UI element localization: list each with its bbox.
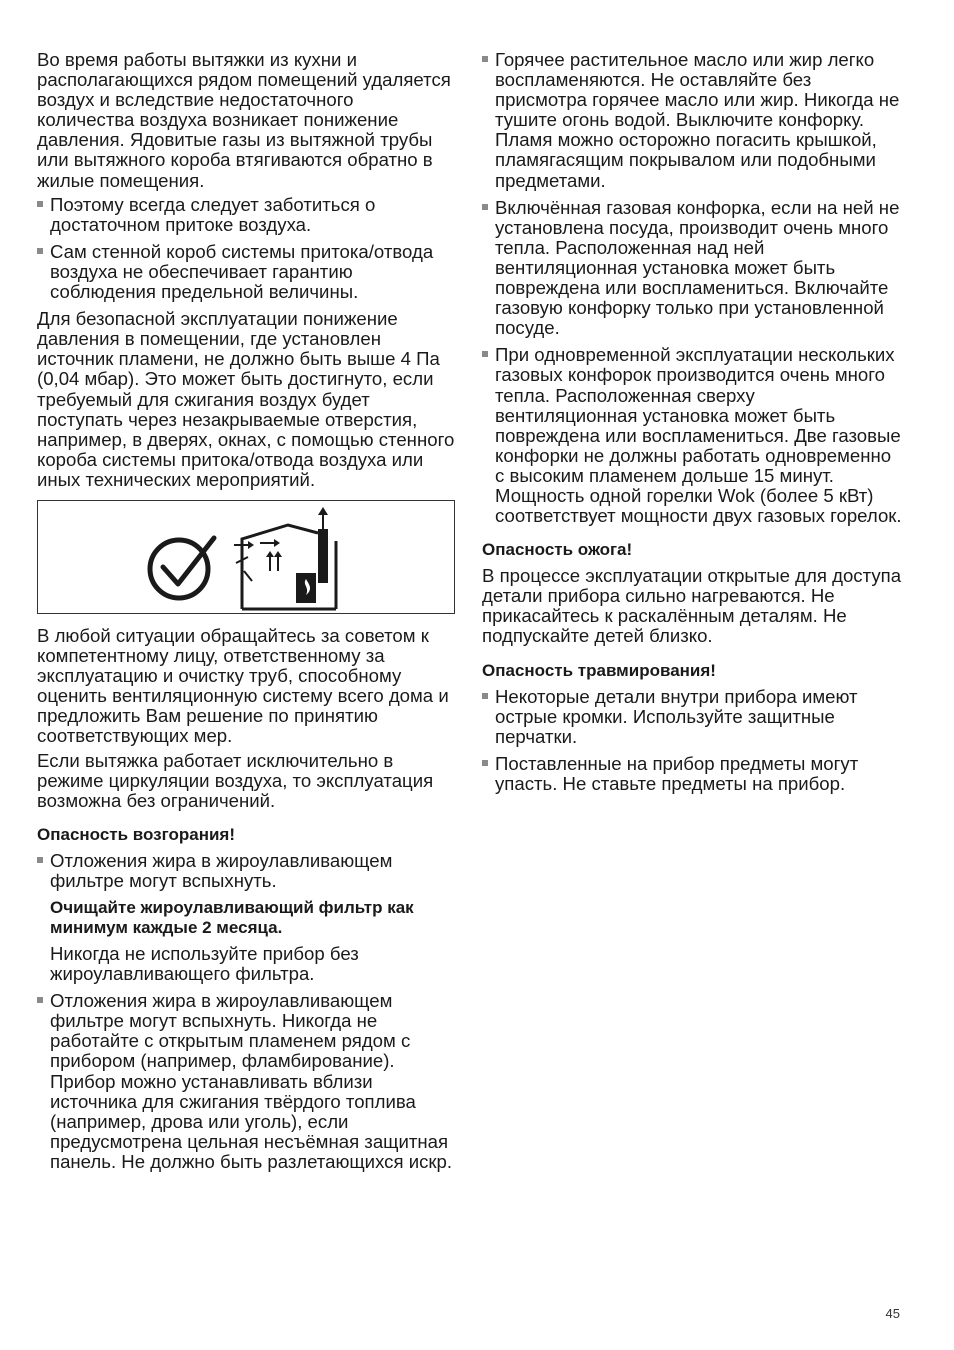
checkmark-circle-icon bbox=[150, 538, 214, 598]
advice-paragraph: В любой ситуации обращайтесь за советом к компетентному лицу, ответственному за эксплуатацию и очистку труб, способному оценить вентиляционную систему всего дома и предложить Вам решение по принятию соответствующих мер. bbox=[37, 624, 449, 747]
page-number: 45 bbox=[885, 1306, 900, 1321]
pressure-paragraph: Для безопасной эксплуатации понижение давления в помещении, где установлен источник пламени, не должно быть выше 4 Па (0,04 мбар). Это может быть достигнуто, если требуемый для сжигания воздух будет поступать через незакрываемые отверстия, например, в дверях, окнах, с помощью стенного короба системы притока/отвода воздуха или иных технических мероприятий. bbox=[37, 308, 455, 490]
list-item: Отложения жира в жироулавливающем фильтре могут вспыхнуть. Никогда не работайте с открытым пламенем рядом с прибором (например, фламбирование). Прибор можно устанавливать вблизи источника для сжигания твёрдого топлива (например, дрова или уголь), если предусмотрена цельная несъёмная защитная панель. Не должно быть разлетающихся искр. bbox=[37, 991, 455, 1172]
ventilation-figure bbox=[37, 500, 455, 614]
left-column bbox=[37, 50, 455, 1179]
burn-hazard-heading: Опасность ожога! bbox=[482, 540, 633, 560]
intro-paragraph: Во время работы вытяжки из кухни и располагающихся рядом помещений удаляется воздух и вследствие недостаточного количества воздуха возникает понижение давления. Ядовитые газы из вытяжной трубы или вытяжного короба втягиваются обратно в жилые помещения. bbox=[37, 49, 451, 191]
list-item: Поставленные на прибор предметы могут упасть. Не ставьте предметы на прибор. bbox=[482, 754, 902, 794]
right-column bbox=[482, 50, 902, 801]
list-item: Горячее растительное масло или жир легко воспламеняются. Не оставляйте без присмотра горячее масло или жир. Никогда не тушите огонь водой. Выключите конфорку. Пламя можно осторожно погасить крышкой, пламягасящим покрывалом или подобными предметами. bbox=[482, 50, 902, 191]
filter-cleaning-warning: Очищайте жироулавливающий фильтр как минимум каждые 2 месяца. bbox=[50, 898, 414, 937]
injury-hazard-heading: Опасность травмирования! bbox=[482, 660, 716, 680]
recirculation-paragraph: Если вытяжка работает исключительно в режиме циркуляции воздуха, то эксплуатация возможна без ограничений. bbox=[37, 749, 434, 811]
list-item: Включённая газовая конфорка, если на ней не установлена посуда, производит очень много тепла. Расположенная над ней вентиляционная установка может быть повреждена или воспламениться. Включайте газовую конфорку только при установленной посуде. bbox=[482, 198, 902, 339]
ventilation-illustration bbox=[38, 501, 456, 613]
house-ventilation-icon bbox=[234, 507, 336, 609]
fire-hazard-heading: Опасность возгорания! bbox=[37, 824, 235, 844]
list-item: Некоторые детали внутри прибора имеют острые кромки. Используйте защитные перчатки. bbox=[482, 687, 902, 747]
burn-hazard-text: В процессе эксплуатации открытые для доступа детали прибора сильно нагреваются. Не прикасайтесь к раскалённым деталям. Не подпускайте детей близко. bbox=[482, 565, 902, 647]
list-item: Сам стенной короб системы притока/отвода воздуха не обеспечивает гарантию соблюдения предельной величины. bbox=[37, 242, 455, 302]
list-item: Поэтому всегда следует заботиться о достаточном притоке воздуха. bbox=[37, 195, 455, 235]
list-item: Отложения жира в жироулавливающем фильтре могут вспыхнуть. bbox=[37, 851, 455, 891]
list-item: При одновременной эксплуатации нескольких газовых конфорок производится очень много тепла. Расположенная сверху вентиляционная установка может быть повреждена или воспламениться. Две газовые конфорки не должны работать одновременно с высоким пламенем дольше 15 минут. Мощность одной горелки Wok (более 5 кВт) соответствует мощности двух газовых горелок. bbox=[482, 345, 902, 526]
filter-note: Никогда не используйте прибор без жироулавливающего фильтра. bbox=[50, 943, 359, 985]
